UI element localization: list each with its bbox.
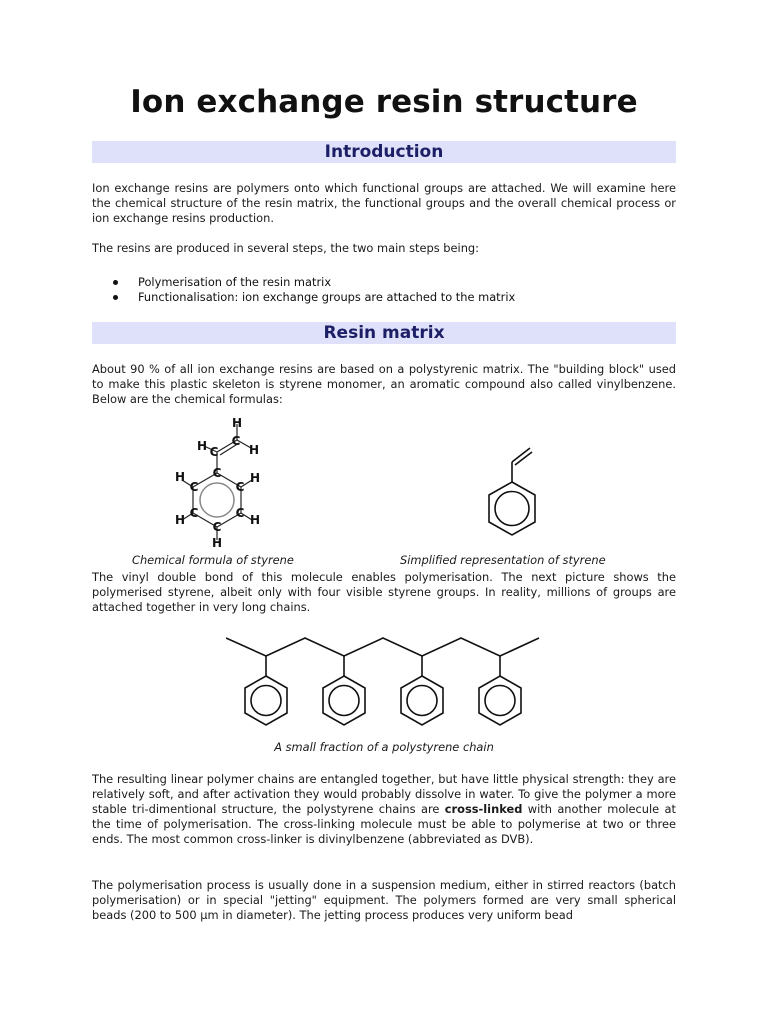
caption-styrene-formula: Chemical formula of styrene	[132, 553, 294, 567]
styrene-simplified-diagram	[472, 440, 552, 550]
atom-label: C	[212, 466, 222, 480]
bullet-icon	[113, 280, 118, 285]
list-item	[92, 290, 676, 305]
atom-label: H	[174, 470, 186, 484]
atom-label: C	[212, 520, 222, 534]
atom-label: H	[231, 416, 243, 430]
paragraph-text: The resulting linear polymer chains are entangled together, but have little physical strength: they are relatively soft, and after activation they would probably dissolve in water. To give the polymer a more stable tri-dimentional structure, the polystyrene chains are	[92, 772, 676, 816]
atom-label: H	[249, 513, 261, 527]
atom-label: H	[211, 536, 223, 550]
atom-label: C	[209, 445, 219, 459]
caption-polystyrene-chain: A small fraction of a polystyrene chain	[274, 740, 494, 754]
matrix-paragraph-4: The polymerisation process is usually done in a suspension medium, either in stirred reactors (batch polymerisation) or in special "jetting" equipment. The polymers formed are very small spherical beads (200 to 500 µm in diameter). The jetting process produces very uniform bead	[92, 878, 676, 922]
bullet-text: Polymerisation of the resin matrix	[138, 275, 332, 289]
list-item	[92, 275, 676, 290]
matrix-paragraph-2: The vinyl double bond of this molecule enables polymerisation. The next picture shows the polymerised styrene, albeit only with four visible styrene groups. In reality, millions of groups are attached together in very long chains.	[92, 570, 676, 614]
atom-label: C	[231, 434, 241, 448]
caption-styrene-simplified: Simplified representation of styrene	[400, 553, 606, 567]
atom-label: C	[235, 506, 245, 520]
polystyrene-chain-diagram	[226, 628, 546, 738]
styrene-full-formula-diagram	[162, 412, 292, 552]
section-heading-introduction: Introduction	[92, 141, 676, 163]
matrix-paragraph-3	[92, 772, 676, 847]
atom-label: C	[235, 480, 245, 494]
atom-label: C	[189, 506, 199, 520]
atom-label: H	[196, 439, 208, 453]
bullet-icon	[113, 295, 118, 300]
atom-label: H	[248, 443, 260, 457]
atom-label: H	[249, 471, 261, 485]
section-heading-resin-matrix: Resin matrix	[92, 322, 676, 344]
intro-bullet-list	[92, 275, 676, 305]
atom-label: H	[174, 513, 186, 527]
intro-paragraph-2: The resins are produced in several steps, the two main steps being:	[92, 241, 479, 255]
atom-label: C	[189, 480, 199, 494]
bold-term-cross-linked: cross-linked	[444, 802, 523, 816]
matrix-paragraph-1: About 90 % of all ion exchange resins are based on a polystyrenic matrix. The "building block" used to make this plastic skeleton is styrene monomer, an aromatic compound also called vinylbenzene. Below are the chemical formulas:	[92, 362, 676, 406]
bullet-text: Functionalisation: ion exchange groups are attached to the matrix	[138, 290, 516, 304]
paragraph-text: with another molecule at the time of polymerisation. The cross-linking molecule must be able to polymerise at two or three ends. The most common cross-linker is divinylbenzene (abbreviated as DVB).	[92, 802, 676, 846]
intro-paragraph-1: Ion exchange resins are polymers onto which functional groups are attached. We will examine here the chemical structure of the resin matrix, the functional groups and the overall chemical process or ion exchange resins production.	[92, 181, 676, 225]
page-title: Ion exchange resin structure	[130, 84, 638, 120]
